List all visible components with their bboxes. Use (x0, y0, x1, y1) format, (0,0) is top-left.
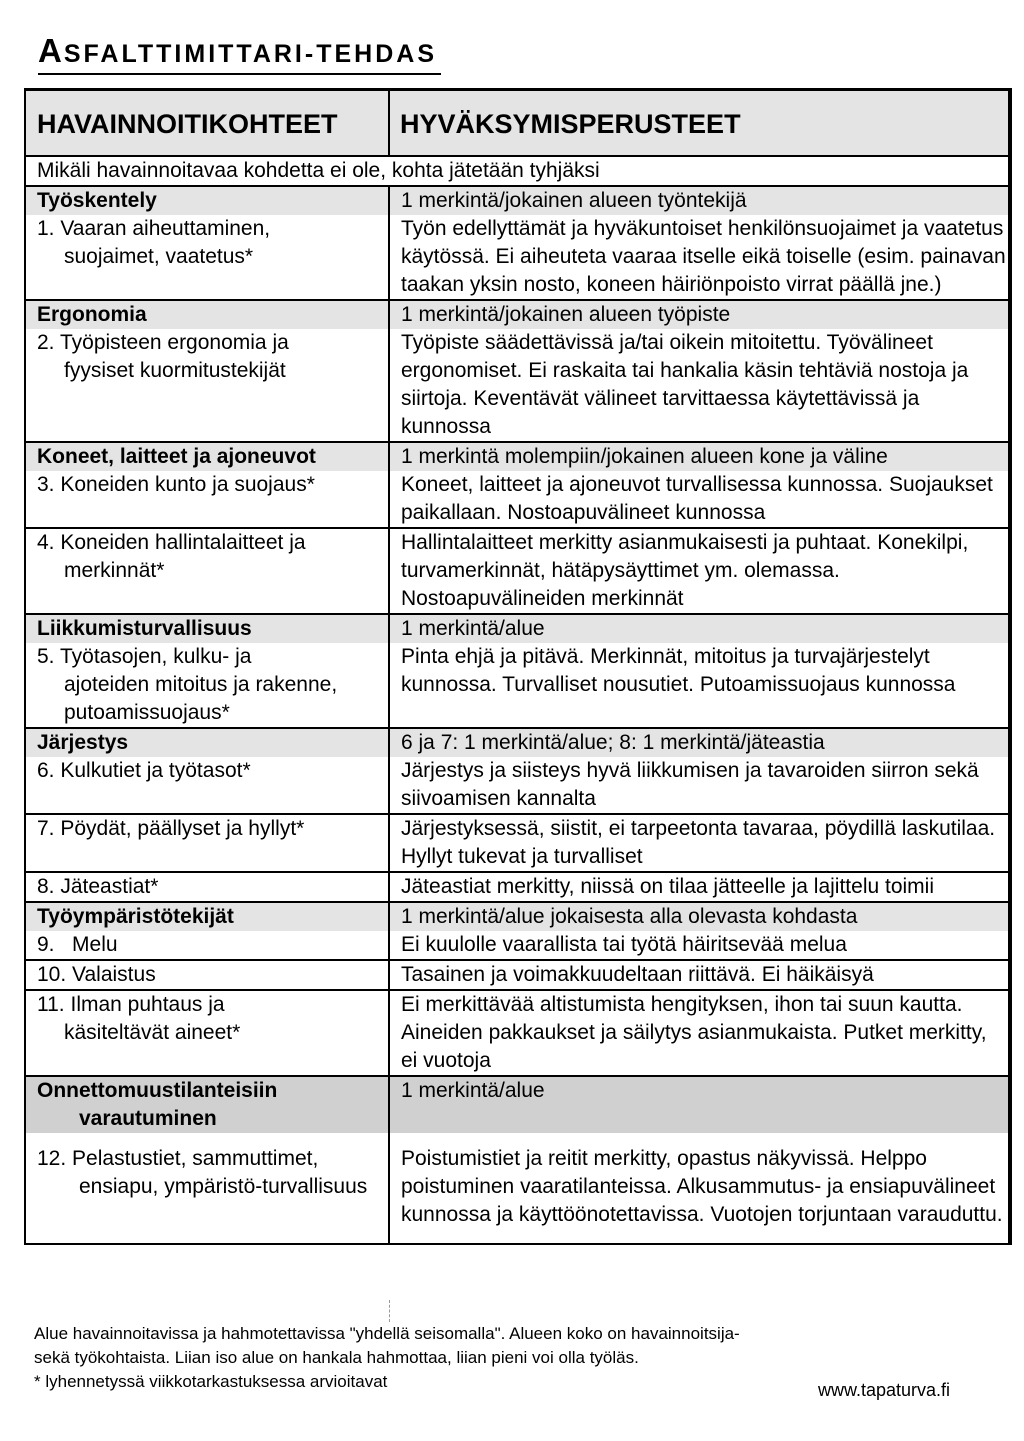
item-label-a: Työtasojen, kulku- ja (59, 645, 252, 668)
item-num: 6. (37, 759, 55, 782)
section-row (25, 902, 1010, 931)
section-name: Koneet, laitteet ja ajoneuvot (25, 442, 389, 471)
section-name: Onnettomuustilanteisiin varautuminen (25, 1076, 389, 1133)
item-criteria: Jäteastiat merkitty, niissä on tilaa jätteelle ja lajittelu toimii (389, 872, 1010, 902)
item-num: 11. (37, 993, 65, 1016)
section-row (25, 300, 1010, 329)
item-label-a: Pöydät, päällyset ja hyllyt* (60, 817, 305, 840)
header-row (25, 90, 1010, 157)
item-label (25, 872, 389, 902)
item-criteria: Hallintalaitteet merkitty asianmukaisesti ja puhtaat. Konekilpi, turvamerkinnät, hätäpysäyttimet ym. olemassa. Nostoapuvälineiden merkinnät (389, 528, 1010, 614)
item-label-a: Koneiden kunto ja suojaus* (60, 473, 315, 496)
item-label (25, 814, 389, 872)
item-criteria: Työpiste säädettävissä ja/tai oikein mitoitettu. Työvälineet ergonomiset. Ei raskaita tai hankalia käsin tehtäviä nostoja ja siirtoja. Keventävät välineet tarvittaessa käytettävissä ja kunnossa (401, 331, 969, 438)
section-row (25, 442, 1010, 471)
item-label-a: Valaistus (72, 963, 156, 986)
item-label (25, 1133, 389, 1244)
item-label (25, 329, 389, 442)
item-criteria: Järjestys ja siisteys hyvä liikkumisen ja tavaroiden siirron sekä siivoamisen kannalta (401, 759, 979, 810)
header-criteria: HYVÄKSYMISPERUSTEET (389, 90, 1010, 157)
item-num: 1. (37, 217, 55, 240)
header-targets: HAVAINNOITIKOHTEET (25, 90, 389, 157)
item-row (25, 528, 1010, 614)
item-label-a: Ilman puhtaus ja (70, 993, 225, 1016)
item-num: 4. (37, 531, 55, 554)
item-num: 5. (37, 645, 55, 668)
item-label (25, 471, 389, 528)
item-label (25, 528, 389, 614)
item-label-b: ensiapu, ympäristö-turvallisuus (79, 1175, 368, 1198)
item-label (25, 960, 389, 990)
section-name: Työskentely (25, 186, 389, 215)
title-rest: SFALTTIMITTARI-TEHDAS (63, 40, 437, 68)
item-label-a: Pelastustiet, sammuttimet, (72, 1147, 319, 1170)
section-rule: 1 merkintä/alue (389, 1076, 1010, 1133)
divider (389, 1300, 390, 1322)
item-row (25, 643, 1010, 728)
item-label-b: merkinnät* (64, 559, 165, 582)
item-row (25, 329, 1010, 442)
item-criteria: Ei kuulolle vaarallista tai työtä häiritsevää melua (401, 933, 847, 956)
section-rule: 1 merkintä/jokainen alueen työntekijä (389, 186, 1010, 215)
item-criteria: Työn edellyttämät ja hyväkuntoiset henkilönsuojaimet ja vaatetus käytössä. Ei aiheuteta vaaraa itselle eikä toiselle (esim. painavan taakan yksin nosto, koneen häiriönpoisto virrat päällä jne.) (401, 217, 1006, 296)
item-label-a: Jäteastiat* (60, 875, 159, 898)
item-label-b: fyysiset kuormitustekijät (64, 359, 286, 382)
item-label-b: käsiteltävät aineet* (64, 1021, 241, 1044)
section-name: Järjestys (25, 728, 389, 757)
item-row (25, 215, 1010, 300)
item-label-b: suojaimet, vaatetus* (64, 245, 254, 268)
section-row (25, 728, 1010, 757)
item-num: 3. (37, 473, 55, 496)
item-label-a: Melu (60, 933, 118, 956)
item-num: 8. (37, 875, 55, 898)
footer-notes (34, 1322, 934, 1394)
item-label (25, 215, 389, 300)
item-num: 7. (37, 817, 55, 840)
section-row (25, 614, 1010, 643)
footer-line: * lyhennetyssä viikkotarkastuksessa arvioitavat (34, 1372, 388, 1391)
note-row (25, 156, 1010, 186)
section-row (25, 1076, 1010, 1133)
item-row (25, 757, 1010, 814)
item-label (25, 757, 389, 814)
item-num: 10. (37, 963, 67, 986)
item-criteria: Poistumistiet ja reitit merkitty, opastus näkyvissä. Helppo poistuminen vaaratilanteissa. Alkusammutus- ja ensiapuvälineet kunnossa ja käyttöönotettavissa. Vuotojen torjuntaan varauduttu. (389, 1133, 1010, 1244)
item-label (25, 643, 389, 728)
item-criteria: Pinta ehjä ja pitävä. Merkinnät, mitoitus ja turvajärjestelyt kunnossa. Turvalliset nousutiet. Putoamissuojaus kunnossa (401, 645, 956, 696)
section-name: Työympäristötekijät (25, 902, 389, 931)
section-rule: 1 merkintä molempiin/jokainen alueen kone ja väline (389, 442, 1010, 471)
item-criteria: Koneet, laitteet ja ajoneuvot turvallisessa kunnossa. Suojaukset paikallaan. Nostoapuvälineet kunnossa (401, 473, 993, 524)
item-criteria: Järjestyksessä, siistit, ei tarpeetonta tavaraa, pöydillä laskutilaa. Hyllyt tukevat ja turvalliset (389, 814, 1010, 872)
item-row (25, 814, 1010, 872)
item-label (25, 990, 389, 1076)
item-num: 9. (37, 933, 55, 956)
item-row (25, 1133, 1010, 1244)
item-label-b: ajoteiden mitoitus ja rakenne, putoamissuojaus* (64, 673, 338, 724)
section-rule: 1 merkintä/alue jokaisesta alla olevasta kohdasta (389, 902, 1010, 931)
item-label-a: Työpisteen ergonomia ja (59, 331, 289, 354)
section-name: Ergonomia (25, 300, 389, 329)
section-row (25, 186, 1010, 215)
section-rule: 1 merkintä/alue (389, 614, 1010, 643)
note-text: Mikäli havainnoitavaa kohdetta ei ole, kohta jätetään tyhjäksi (25, 156, 1010, 186)
item-row (25, 990, 1010, 1076)
section-rule: 1 merkintä/jokainen alueen työpiste (389, 300, 1010, 329)
title-initial: A (38, 32, 64, 69)
section-rule: 6 ja 7: 1 merkintä/alue; 8: 1 merkintä/jäteastia (389, 728, 1010, 757)
item-num: 12. (37, 1147, 67, 1170)
item-row (25, 931, 1010, 960)
item-criteria: Tasainen ja voimakkuudeltaan riittävä. Ei häikäisyä (389, 960, 1010, 990)
inspection-table (24, 88, 1012, 1245)
item-row (25, 960, 1010, 990)
item-label-a: Koneiden hallintalaitteet ja (60, 531, 306, 554)
page-title (38, 32, 441, 75)
item-label-a: Vaaran aiheuttaminen, (60, 217, 271, 240)
website-link[interactable]: www.tapaturva.fi (818, 1380, 951, 1400)
item-num: 2. (37, 331, 55, 354)
item-criteria: Ei merkittävää altistumista hengityksen, ihon tai suun kautta. Aineiden pakkaukset ja säilytys asianmukaista. Putket merkitty, ei vuotoja (389, 990, 1010, 1076)
item-label-a: Kulkutiet ja työtasot* (60, 759, 251, 782)
footer-line: Alue havainnoitavissa ja hahmotettavissa "yhdellä seisomalla". Alueen koko on havainnoitsija- (34, 1324, 740, 1343)
item-row (25, 872, 1010, 902)
item-row (25, 471, 1010, 528)
section-name: Liikkumisturvallisuus (25, 614, 389, 643)
item-label (25, 931, 389, 960)
footer-line: sekä työkohtaista. Liian iso alue on hankala hahmottaa, liian pieni voi olla työläs. (34, 1348, 639, 1367)
